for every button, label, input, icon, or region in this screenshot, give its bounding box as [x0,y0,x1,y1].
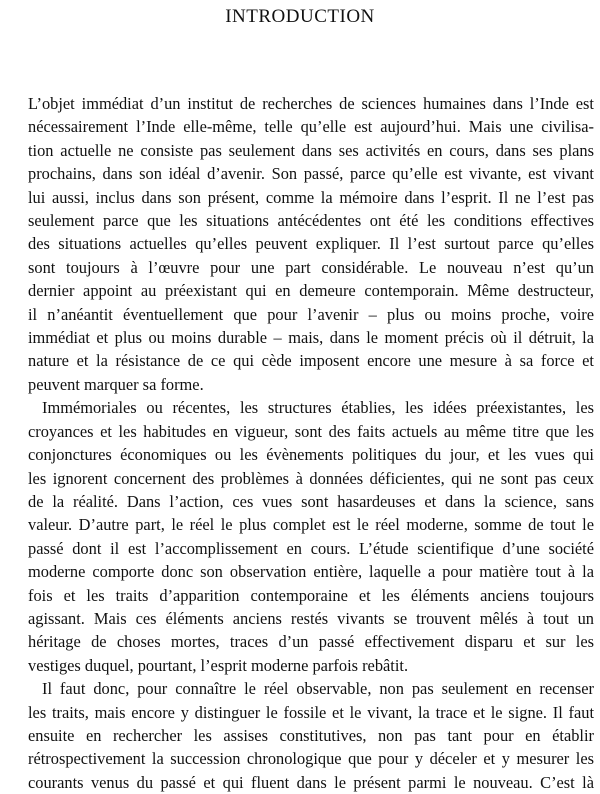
text-line: peuvent marquer sa forme. [28,374,204,394]
body-text [28,92,594,794]
text-line: passé dont il est l’accomplissement en cours. L’étude scientifique d’une société [28,538,594,558]
text-line: Immémoriales ou récentes, les structures établies, les idées préexistantes, les [42,398,594,418]
text-line: rétrospectivement la succession chronologique que pour y déceler et y mesurer les [28,749,594,769]
text-line: sont toujours à l’œuvre pour une part considérable. Le nouveau n’est qu’un [28,257,594,277]
text-line: les traits, mais encore y distinguer le fossile et le vivant, la trace et le signe. Il faut [28,702,594,722]
text-line: moderne comporte donc son observation entière, laquelle a pour matière tout à la [28,562,594,582]
text-line: ensuite en rechercher les assises constitutives, non pas tant pour en établir [28,725,594,745]
text-line: L’objet immédiat d’un institut de recherches de sciences humaines dans l’Inde est [28,94,594,113]
text-line: nature et la résistance de ce qui cède imposent encore une mesure à sa force et [28,351,594,371]
text-line: dernier appoint au préexistant qui en demeure contemporain. Même destructeur, [28,281,594,301]
text-line: courants venus du passé et qui fluent dans le présent parmi le nouveau. C’est là [28,772,594,792]
text-line: agissant. Mais ces éléments anciens restés vivants se trouvent mêlés à tout un [28,608,594,628]
text-line: héritage de choses mortes, traces d’un passé effectivement disparu et sur les [28,632,594,652]
text-line: seulement parce que les situations antécédentes ont été les conditions effectives [28,211,594,231]
paragraph [28,677,594,794]
paragraph [28,396,594,677]
text-line: conjonctures économiques ou les évènements politiques du jour, et les vues qui [28,445,594,465]
text-line: croyances et les habitudes en vigueur, sont des faits actuels au même titre que les [28,421,594,441]
text-line: les ignorent concernent des problèmes à données déficientes, qui ne sont pas ceux [28,468,594,488]
text-line: des situations actuelles qu’elles peuvent expliquer. Il l’est surtout parce qu’elles [28,234,594,254]
text-line: tion actuelle ne consiste pas seulement dans ses activités en cours, dans ses plans [28,140,594,160]
page-title: INTRODUCTION [225,6,375,27]
text-line: de la réalité. Dans l’action, ces vues sont hasardeuses et dans la science, sans [28,491,594,511]
text-line: vestiges duquel, pourtant, l’esprit moderne parfois rebâtit. [28,655,409,675]
text-line: fois et les traits d’apparition contemporaine et les éléments anciens toujours [28,585,594,605]
text-line: immédiat et plus ou moins durable – mais, dans le moment précis où il détruit, la [28,328,594,348]
text-line: prochains, dans son idéal d’avenir. Son passé, parce qu’elle est vivante, est vivant [28,164,594,184]
paragraph [28,92,594,396]
text-line: Il faut donc, pour connaître le réel observable, non pas seulement en recenser [42,679,594,699]
text-line: nécessairement l’Inde elle-même, telle qu’elle est aujourd’hui. Mais une civilisa- [28,117,594,137]
text-line: il n’anéantit éventuellement que pour l’avenir – plus ou moins proche, voire [28,304,594,324]
text-line: lui aussi, inclus dans son présent, comme la mémoire dans l’esprit. Il ne l’est pas [28,187,594,207]
text-line: valeur. D’autre part, le réel le plus complet est le réel moderne, somme de tout le [28,515,594,535]
